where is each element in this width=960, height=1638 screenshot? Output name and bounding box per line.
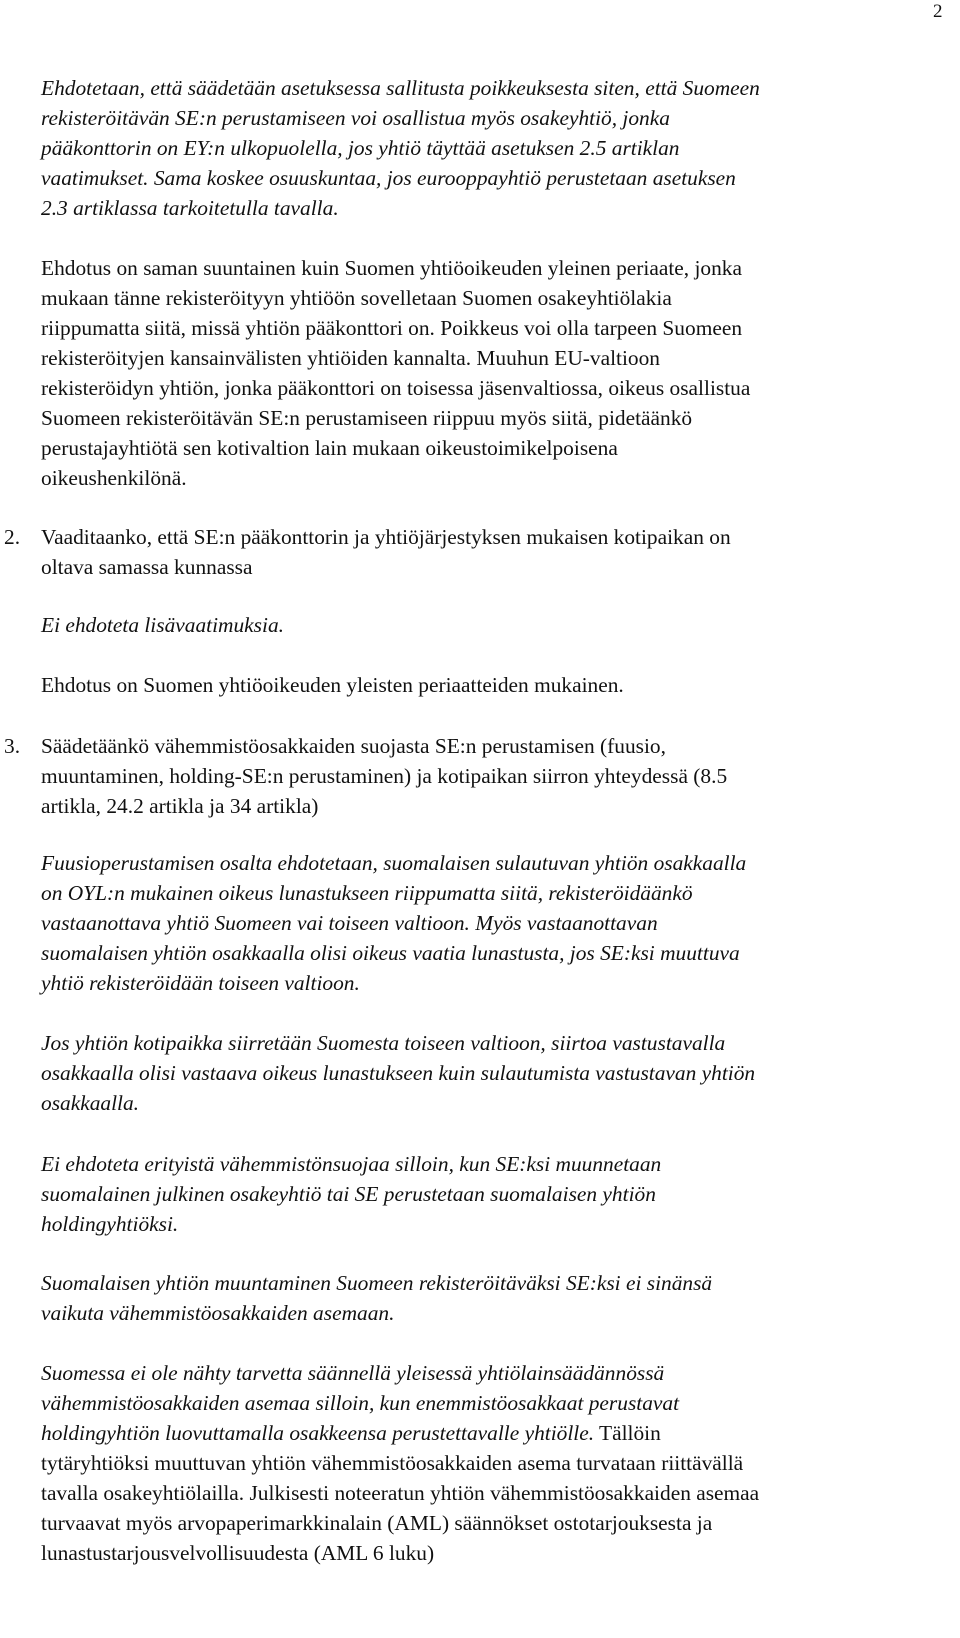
question-line: oltava samassa kunnassa [41,555,253,579]
roman-segment: Tällöin [594,1421,661,1445]
text-line: lunastustarjousvelvollisuudesta (AML 6 luku) [41,1541,435,1565]
text-line: Suomeen rekisteröitävän SE:n perustamiseen riippuu myös siitä, pidetäänkö [41,406,693,430]
page-number: 2 [933,1,943,22]
text-line: mukaan tänne rekisteröityyn yhtiöön sovelletaan Suomen osakeyhtiölakia [41,286,672,310]
text-line: holdingyhtiöksi. [41,1212,179,1236]
text-line: pääkonttorin on EY:n ulkopuolella, jos yhtiö täyttää asetuksen 2.5 artiklan [41,136,680,160]
text-line: rekisteröidyn yhtiön, jonka pääkonttori on toisessa jäsenvaltiossa, oikeus osallistua [41,376,751,400]
text-line: tytäryhtiöksi muuttuvan yhtiön vähemmistöosakkaiden asema turvataan riittävällä [41,1451,744,1475]
text-line: tavalla osakeyhtiölailla. Julkisesti noteeratun yhtiön vähemmistöosakkaiden asemaa [41,1481,760,1505]
paragraph-conversion-italic [41,1268,956,1328]
question-number: 2. [4,525,21,549]
text-line: Fuusioperustamisen osalta ehdotetaan, suomalaisen sulautuvan yhtiön osakkaalla [41,851,747,875]
text-line: riippumatta siitä, missä yhtiön pääkonttori on. Poikkeus voi olla tarpeen Suomeen [41,316,743,340]
question-line: Säädetäänkö vähemmistöosakkaiden suojasta SE:n perustamisen (fuusio, [41,734,666,758]
text-line: yhtiö rekisteröidään toiseen valtioon. [41,971,360,995]
text-line: Ei ehdoteta erityistä vähemmistönsuojaa silloin, kun SE:ksi muunnetaan [41,1152,662,1176]
question-line: Vaaditaanko, että SE:n pääkonttorin ja yhtiöjärjestyksen mukaisen kotipaikan on [41,525,731,549]
text-line: Suomalaisen yhtiön muuntaminen Suomeen rekisteröitäväksi SE:ksi ei sinänsä [41,1271,713,1295]
paragraph-rationale [41,253,956,493]
text-line: vaatimukset. Sama koskee osuuskuntaa, jos eurooppayhtiö perustetaan asetuksen [41,166,736,190]
paragraph-merger-italic [41,848,956,998]
text-line: Ehdotetaan, että säädetään asetuksessa sallitusta poikkeuksesta siten, että Suomeen [41,76,760,100]
question-line: muuntaminen, holding-SE:n perustaminen) ja kotipaikan siirron yhteydessä (8.5 [41,764,728,788]
question-number: 3. [4,734,21,758]
text-line [41,1418,956,1448]
paragraph-proposal-italic [41,73,956,223]
question-3 [41,731,956,821]
text-line: suomalaisen yhtiön osakkaalla olisi oikeus vaatia lunastusta, jos SE:ksi muuttuva [41,941,740,965]
text-line: Ehdotus on Suomen yhtiöoikeuden yleisten periaatteiden mukainen. [41,673,624,697]
paragraph-seat-transfer-italic [41,1028,956,1118]
text-line: Jos yhtiön kotipaikka siirretään Suomesta toiseen valtioon, siirtoa vastustavalla [41,1031,726,1055]
question-line: artikla, 24.2 artikla ja 34 artikla) [41,794,319,818]
italic-segment: holdingyhtiön luovuttamalla osakkeensa perustettavalle yhtiölle. [41,1421,595,1445]
answer-text [41,670,956,700]
text-line: Suomessa ei ole nähty tarvetta säännellä yleisessä yhtiölainsäädännössä [41,1361,665,1385]
question-2 [41,522,956,582]
text-line: on OYL:n mukainen oikeus lunastukseen riippumatta siitä, rekisteröidäänkö [41,881,693,905]
text-line: suomalainen julkinen osakeyhtiö tai SE perustetaan suomalaisen yhtiön [41,1182,656,1206]
text-line: Ei ehdoteta lisävaatimuksia. [41,613,284,637]
text-line: vähemmistöosakkaiden asemaa silloin, kun enemmistöosakkaat perustavat [41,1391,680,1415]
text-line: osakkaalla. [41,1091,140,1115]
answer-italic [41,610,956,640]
text-line: rekisteröitävän SE:n perustamiseen voi osallistua myös osakeyhtiö, jonka [41,106,670,130]
text-line: perustajayhtiötä sen kotivaltion lain mukaan oikeustoimikelpoisena [41,436,618,460]
text-line: Ehdotus on saman suuntainen kuin Suomen yhtiöoikeuden yleinen periaate, jonka [41,256,742,280]
text-line: vaikuta vähemmistöosakkaiden asemaan. [41,1301,395,1325]
text-line: turvaavat myös arvopaperimarkkinalain (AML) säännökset ostotarjouksesta ja [41,1511,713,1535]
text-line: vastaanottava yhtiö Suomeen vai toiseen valtioon. Myös vastaanottavan [41,911,658,935]
paragraph-minority-protection [41,1358,956,1568]
paragraph-holding-italic [41,1149,956,1239]
text-line: rekisteröityjen kansainvälisten yhtiöiden kannalta. Muuhun EU-valtioon [41,346,661,370]
text-line: osakkaalla olisi vastaava oikeus lunastukseen kuin sulautumista vastustavan yhtiön [41,1061,756,1085]
text-line: 2.3 artiklassa tarkoitetulla tavalla. [41,196,339,220]
text-line: oikeushenkilönä. [41,466,187,490]
